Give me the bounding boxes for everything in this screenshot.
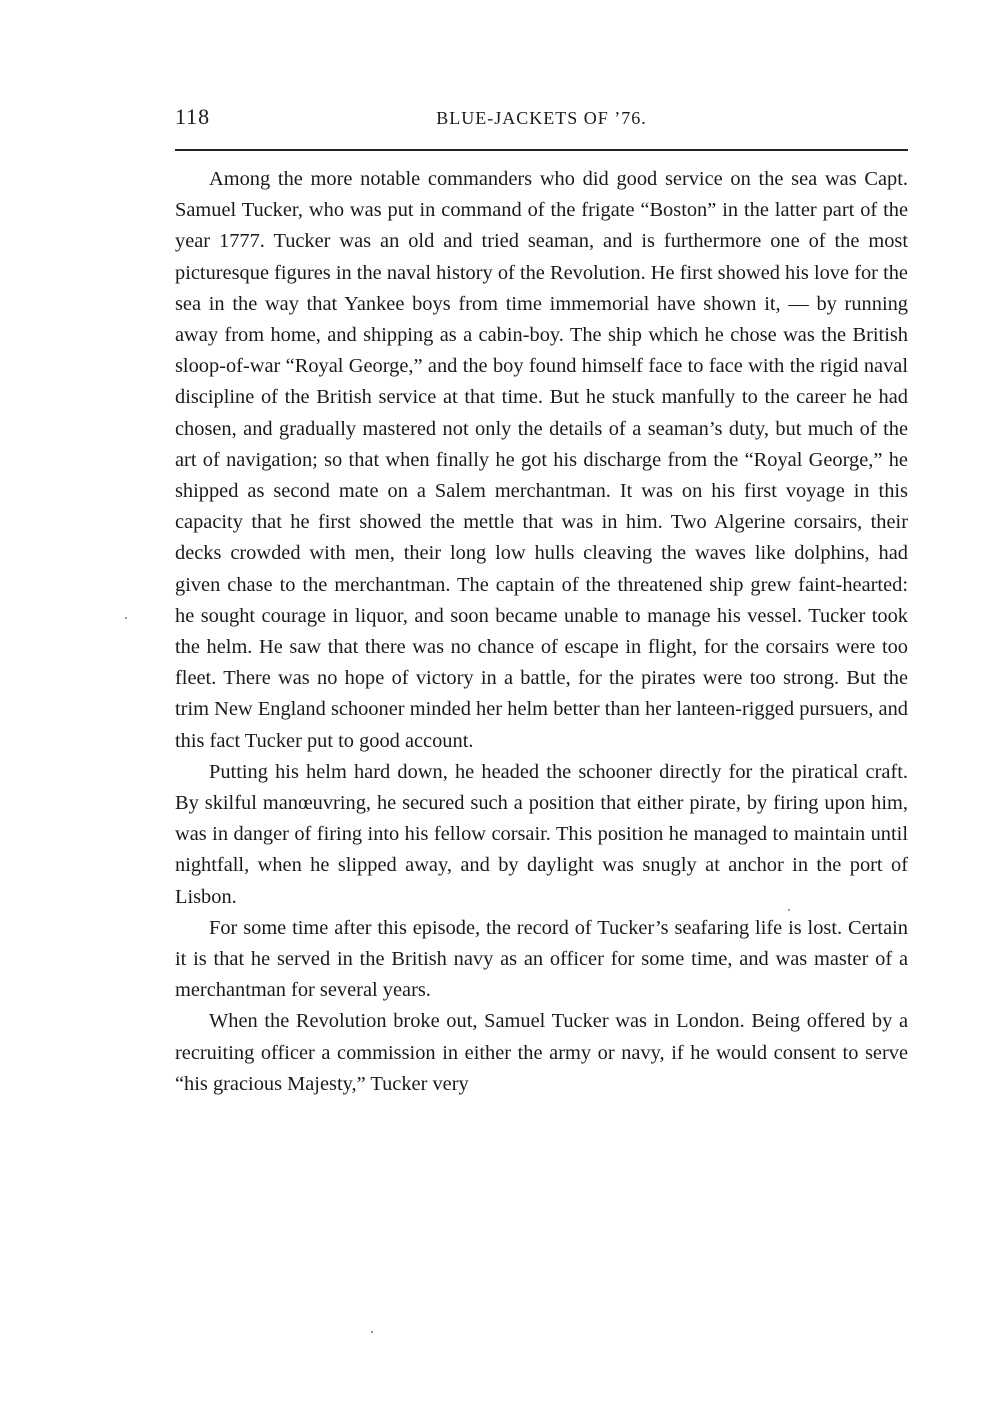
paragraph-4: When the Revolution broke out, Samuel Tucker was in London. Being offered by a recruiting officer a commission in either the army or navy, if he would consent to serve “his gracious Majesty,” Tucker very <box>175 1010 908 1095</box>
page-header <box>175 104 908 140</box>
running-title: BLUE-JACKETS OF ’76. <box>436 108 647 128</box>
paragraph-1: Among the more notable commanders who did good service on the sea was Capt. Samuel Tucker, who was put in command of the frigate “Boston” in the latter part of the year 1777. Tucker was an old and tried seaman, and is furthermore one of the most picturesque figures in the naval history of the Revolution. He first showed his love for the sea in the way that Yankee boys from time immemorial have shown it, — by running away from home, and shipping as a cabin-boy. The ship which he chose was the British sloop-of-war “Royal George,” and the boy found himself face to face with the rigid naval discipline of the British service at that time. But he stuck manfully to the career he had chosen, and gradually mastered not only the details of a seaman’s duty, but much of the art of navigation; so that when finally he got his discharge from the “Royal George,” he shipped as second mate on a Salem merchantman. It was on his first voyage in this capacity that he first showed the mettle that was in him. Two Algerine corsairs, their decks crowded with men, their long low hulls cleaving the waves like dolphins, had given chase to the merchantman. The captain of the threatened ship grew faint-hearted: he sought courage in liquor, and soon became unable to manage his vessel. Tucker took the helm. He saw that there was no chance of escape in flight, for the corsairs were too fleet. There was no hope of victory in a battle, for the pirates were too strong. But the trim New England schooner minded her helm better than her lanteen-rigged pursuers, and this fact Tucker put to good account. <box>175 168 908 752</box>
scan-speck <box>371 1331 373 1333</box>
paragraph-2: Putting his helm hard down, he headed the schooner directly for the piratical craft. By skilful manœuvring, he secured such a position that either pirate, by firing upon him, was in danger of firing into his fellow corsair. This position he managed to maintain until nightfall, when he slipped away, and by daylight was snugly at anchor in the port of Lisbon. <box>175 760 908 908</box>
header-rule <box>175 149 908 151</box>
scan-speck <box>788 909 790 911</box>
page-number: 118 <box>175 104 211 129</box>
scan-speck <box>125 617 127 619</box>
paragraph-3: For some time after this episode, the record of Tucker’s seafaring life is lost. Certain it is that he served in the British navy as an officer for some time, and was master of a merchantman for several years. <box>175 916 908 1002</box>
body-text <box>175 164 908 1100</box>
